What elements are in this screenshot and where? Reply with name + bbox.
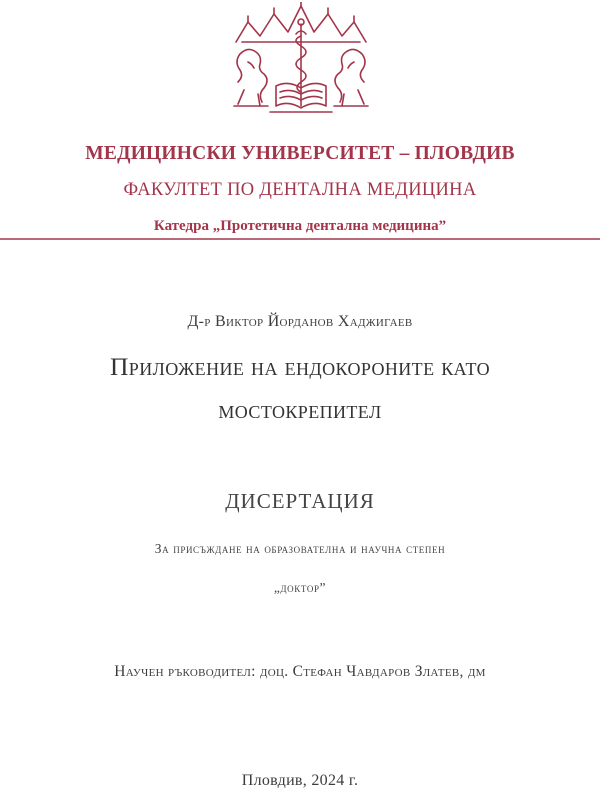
degree-line-2: „доктор”: [273, 580, 327, 595]
faculty-name: ФАКУЛТЕТ ПО ДЕНТАЛНА МЕДИЦИНА: [123, 180, 477, 200]
header-divider: [0, 238, 600, 240]
thesis-title-line-1: Приложение на ендокороните като: [109, 352, 491, 381]
place-year: Пловдив, 2024 г.: [241, 772, 359, 789]
university-name: МЕДИЦИНСКИ УНИВЕРСИТЕТ – ПЛОВДИВ: [85, 143, 515, 164]
thesis-title-line-2: мостокрепител: [218, 395, 382, 424]
department-name: Катедра „Протетична дентална медицина”: [153, 218, 447, 234]
document-type: ДИСЕРТАЦИЯ: [225, 489, 375, 513]
university-crest-icon: [218, 2, 384, 120]
degree-line-1: За присъждане на образователна и научна степен: [154, 541, 446, 556]
supervisor: Научен ръководител: доц. Стефан Чавдаров Златев, дм: [114, 663, 486, 680]
author-name: Д-р Виктор Йорданов Хаджигаев: [187, 313, 413, 330]
